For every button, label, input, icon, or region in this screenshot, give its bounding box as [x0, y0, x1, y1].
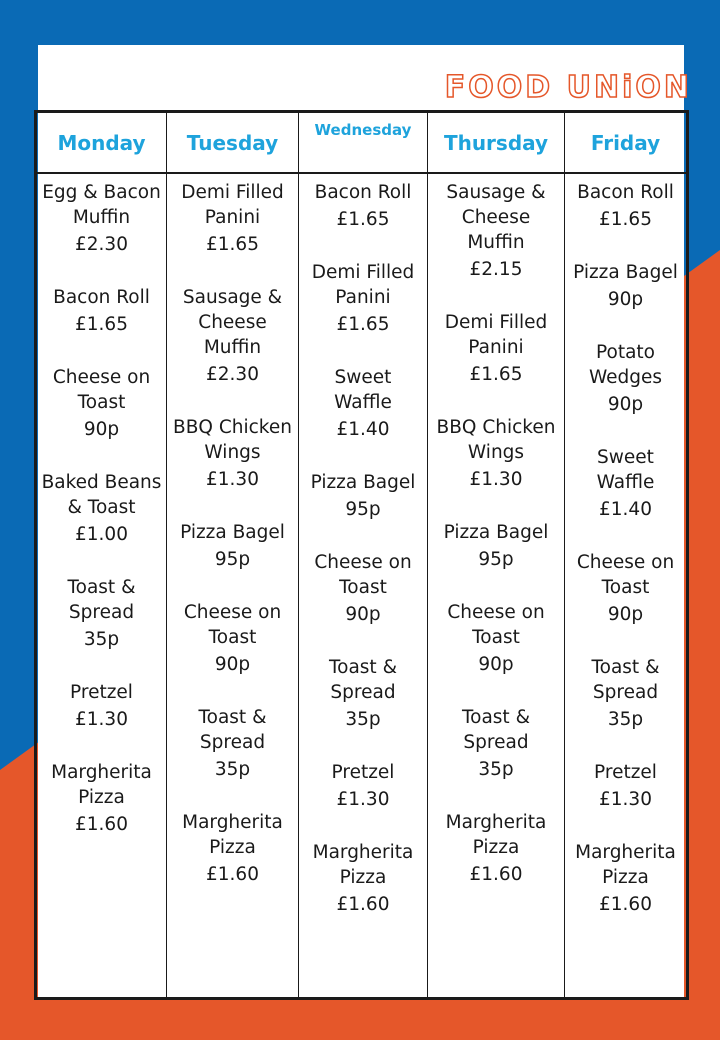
menu-item — [171, 415, 294, 492]
menu-item-name: Toast & Spread — [198, 707, 267, 753]
menu-item-name: Egg & Bacon Muffin — [42, 182, 161, 228]
menu-item-price: £1.30 — [336, 789, 390, 810]
menu-item-price: £1.40 — [336, 419, 390, 440]
day-header-wednesday: Wednesday — [299, 112, 428, 174]
menu-item-price: 35p — [83, 629, 120, 650]
menu-item — [303, 550, 423, 627]
menu-item — [303, 180, 423, 232]
menu-item — [569, 445, 682, 522]
menu-item-name: Pizza Bagel — [180, 522, 285, 543]
menu-item-name: Margherita Pizza — [445, 812, 547, 858]
menu-item — [432, 415, 560, 492]
menu-item — [41, 365, 162, 442]
menu-item-price: £1.30 — [206, 469, 259, 490]
menu-item — [303, 260, 423, 337]
menu-item — [41, 680, 162, 732]
menu-item — [303, 840, 423, 917]
menu-item-price: £1.60 — [75, 814, 128, 835]
menu-item-price: £1.65 — [75, 314, 128, 335]
menu-item — [171, 180, 294, 257]
menu-item — [303, 655, 423, 732]
brand-logo: FOOD UNiON — [444, 70, 692, 105]
menu-item — [171, 600, 294, 677]
menu-item — [171, 810, 294, 887]
menu-item — [432, 705, 560, 782]
menu-item-name: Pizza Bagel — [573, 262, 678, 283]
menu-item — [569, 655, 682, 732]
menu-item-name: Sweet Waffle — [596, 447, 655, 493]
day-column-thursday — [428, 173, 565, 999]
day-header-row — [36, 112, 688, 174]
menu-item — [432, 520, 560, 572]
menu-item-name: Baked Beans & Toast — [41, 472, 162, 518]
menu-item — [432, 600, 560, 677]
menu-item-price: 95p — [214, 549, 251, 570]
menu-item-name: Bacon Roll — [577, 182, 674, 203]
day-header-friday: Friday — [565, 112, 688, 174]
menu-item-name: Sausage & Cheese Muffin — [182, 287, 283, 358]
menu-item-price: 95p — [345, 499, 381, 520]
day-column-wednesday — [299, 173, 428, 999]
day-column-tuesday — [167, 173, 299, 999]
menu-item-name: Demi Filled Panini — [444, 312, 548, 358]
menu-item-name: Pizza Bagel — [443, 522, 549, 543]
menu-item-name: Demi Filled Panini — [181, 182, 284, 228]
menu-item-price: 90p — [345, 604, 381, 625]
menu-item-name: BBQ Chicken Wings — [173, 417, 292, 463]
menu-item — [569, 260, 682, 312]
menu-item-price: £1.30 — [599, 789, 652, 810]
menu-items-row — [36, 173, 688, 999]
menu-item-price: £1.30 — [469, 469, 523, 490]
menu-item — [432, 180, 560, 282]
menu-item-price: £1.60 — [599, 894, 652, 915]
menu-item-price: £1.60 — [469, 864, 523, 885]
menu-item-name: Bacon Roll — [53, 287, 150, 308]
day-header-thursday: Thursday — [428, 112, 565, 174]
menu-item-name: Margherita Pizza — [182, 812, 283, 858]
menu-item-price: £1.65 — [336, 314, 390, 335]
menu-item-price: 90p — [478, 654, 514, 675]
menu-item-name: Bacon Roll — [314, 182, 412, 203]
menu-item-name: Pretzel — [70, 682, 133, 703]
menu-item-price: 95p — [478, 549, 514, 570]
menu-item-name: Cheese on Toast — [314, 552, 412, 598]
menu-item-name: Margherita Pizza — [575, 842, 676, 888]
menu-item — [171, 705, 294, 782]
menu-item — [569, 340, 682, 417]
menu-item-price: £2.30 — [75, 234, 128, 255]
menu-item-name: BBQ Chicken Wings — [436, 417, 556, 463]
menu-item — [432, 810, 560, 887]
menu-item-price: 90p — [607, 604, 644, 625]
menu-item-price: £2.15 — [469, 259, 523, 280]
menu-item — [432, 310, 560, 387]
menu-item-price: £1.65 — [469, 364, 523, 385]
menu-item — [171, 285, 294, 387]
menu-item-price: £1.30 — [75, 709, 128, 730]
menu-item-name: Sweet Waffle — [334, 367, 392, 413]
menu-item-name: Cheese on Toast — [183, 602, 282, 648]
menu-item — [171, 520, 294, 572]
menu-item-price: £1.65 — [599, 209, 652, 230]
menu-item — [41, 180, 162, 257]
menu-item-price: £1.60 — [336, 894, 390, 915]
menu-item-name: Toast & Spread — [328, 657, 397, 703]
menu-item-name: Margherita Pizza — [312, 842, 414, 888]
menu-item-price: 35p — [214, 759, 251, 780]
menu-item-price: £1.00 — [75, 524, 128, 545]
day-header-monday: Monday — [36, 112, 167, 174]
menu-item-price: £1.65 — [206, 234, 259, 255]
menu-item-price: 35p — [345, 709, 381, 730]
menu-item — [41, 760, 162, 837]
menu-item — [303, 365, 423, 442]
menu-item-name: Demi Filled Panini — [311, 262, 415, 308]
menu-item-price: £1.60 — [206, 864, 259, 885]
menu-item-name: Pretzel — [331, 762, 395, 783]
menu-item — [569, 840, 682, 917]
menu-item-name: Sausage & Cheese Muffin — [446, 182, 546, 253]
day-column-friday — [565, 173, 688, 999]
menu-item — [569, 550, 682, 627]
day-header-tuesday: Tuesday — [167, 112, 299, 174]
menu-item — [41, 470, 162, 547]
menu-item — [569, 180, 682, 232]
menu-item — [303, 760, 423, 812]
menu-item-price: 90p — [607, 394, 644, 415]
menu-item-name: Pretzel — [594, 762, 657, 783]
menu-item-name: Toast & Spread — [67, 577, 136, 623]
menu-item — [41, 575, 162, 652]
menu-item-name: Cheese on Toast — [52, 367, 151, 413]
menu-item-price: £1.65 — [336, 209, 390, 230]
menu-item-name: Potato Wedges — [588, 342, 663, 388]
menu-item-price: 35p — [607, 709, 644, 730]
day-column-monday — [36, 173, 167, 999]
menu-item-price: £1.40 — [599, 499, 652, 520]
menu-item-price: 90p — [607, 289, 644, 310]
menu-item-name: Cheese on Toast — [447, 602, 545, 648]
menu-item-name: Cheese on Toast — [576, 552, 675, 598]
menu-item — [569, 760, 682, 812]
menu-item-price: 35p — [478, 759, 514, 780]
menu-item-name: Toast & Spread — [591, 657, 660, 703]
menu-item — [41, 285, 162, 337]
menu-item — [303, 470, 423, 522]
menu-item-name: Pizza Bagel — [310, 472, 416, 493]
menu-item-name: Toast & Spread — [461, 707, 530, 753]
menu-item-name: Margherita Pizza — [51, 762, 152, 808]
menu-item-price: 90p — [214, 654, 251, 675]
menu-item-price: £2.30 — [206, 364, 259, 385]
menu-item-price: 90p — [83, 419, 120, 440]
weekly-menu-table — [34, 110, 689, 1000]
